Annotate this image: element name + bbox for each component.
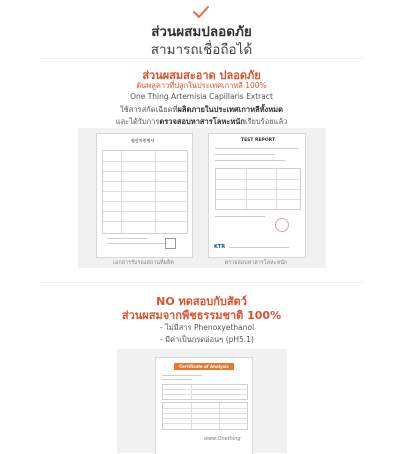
stamp — [275, 218, 289, 232]
coa-image — [155, 357, 253, 454]
coa-title: Certificate of Analysis — [179, 364, 229, 369]
line3-pre: และได้รับการ — [115, 117, 160, 126]
certificates-panel — [78, 128, 326, 268]
divider — [40, 282, 363, 283]
cert-table — [102, 150, 188, 234]
cert-title: 원산지증명서 — [131, 138, 155, 143]
test-report-image — [208, 133, 306, 258]
signature: www.Onething — [204, 436, 241, 442]
section1-line3 — [0, 116, 403, 128]
origin-certificate-image — [96, 133, 193, 258]
bullet-1: - ไม่มีสาร Phenoxyethanol — [160, 323, 255, 332]
bullet-2: - มีค่าเป็นกรดอ่อนๆ (pH5.1) — [160, 335, 254, 344]
page-subtitle: สามารถเชื่อถือได้ — [150, 42, 253, 58]
section2-title2: ส่วนผสมจากพืชธรรมชาติ 100% — [121, 309, 282, 322]
qr-code — [165, 238, 176, 249]
section1-line2 — [0, 104, 403, 116]
check-icon — [191, 4, 211, 18]
section1-line1: One Thing Artemisia Capillaris Extract — [130, 92, 273, 101]
report-table — [215, 168, 301, 210]
coa-table-top — [162, 384, 248, 400]
line3-post: เรียบร้อยแล้ว — [244, 117, 288, 126]
line2-bold: ผลิตภายในประเทศเกาหลีทั้งหมด — [177, 105, 283, 114]
section1-subtitle: ต้นพลูคาวที่ปลูกในประเทศเกาหลี 100% — [136, 81, 267, 90]
line2-pre: ใช้สารสกัดเฉียดที่ — [120, 105, 178, 114]
analysis-panel — [117, 349, 287, 453]
line3-bold: ตรวจสอบหาสารโลหะหนัก — [159, 117, 245, 126]
divider — [40, 58, 363, 59]
section2-title1: NO ทดสอบกับสัตว์ — [156, 295, 247, 308]
report-title: TEST REPORT — [241, 138, 276, 143]
coa-header-bar — [174, 363, 234, 370]
caption-right: ตรวจสอบหาสารโลหะหนัก — [224, 260, 288, 266]
ktr-logo: KTR — [214, 244, 226, 250]
coa-table-results — [162, 402, 248, 430]
page-title: ส่วนผสมปลอดภัย — [151, 24, 252, 40]
caption-left: เอกสารรับรองสถานที่ผลิต — [113, 260, 174, 266]
section1-title: ส่วนผสมสะอาด ปลอดภัย — [142, 69, 261, 82]
